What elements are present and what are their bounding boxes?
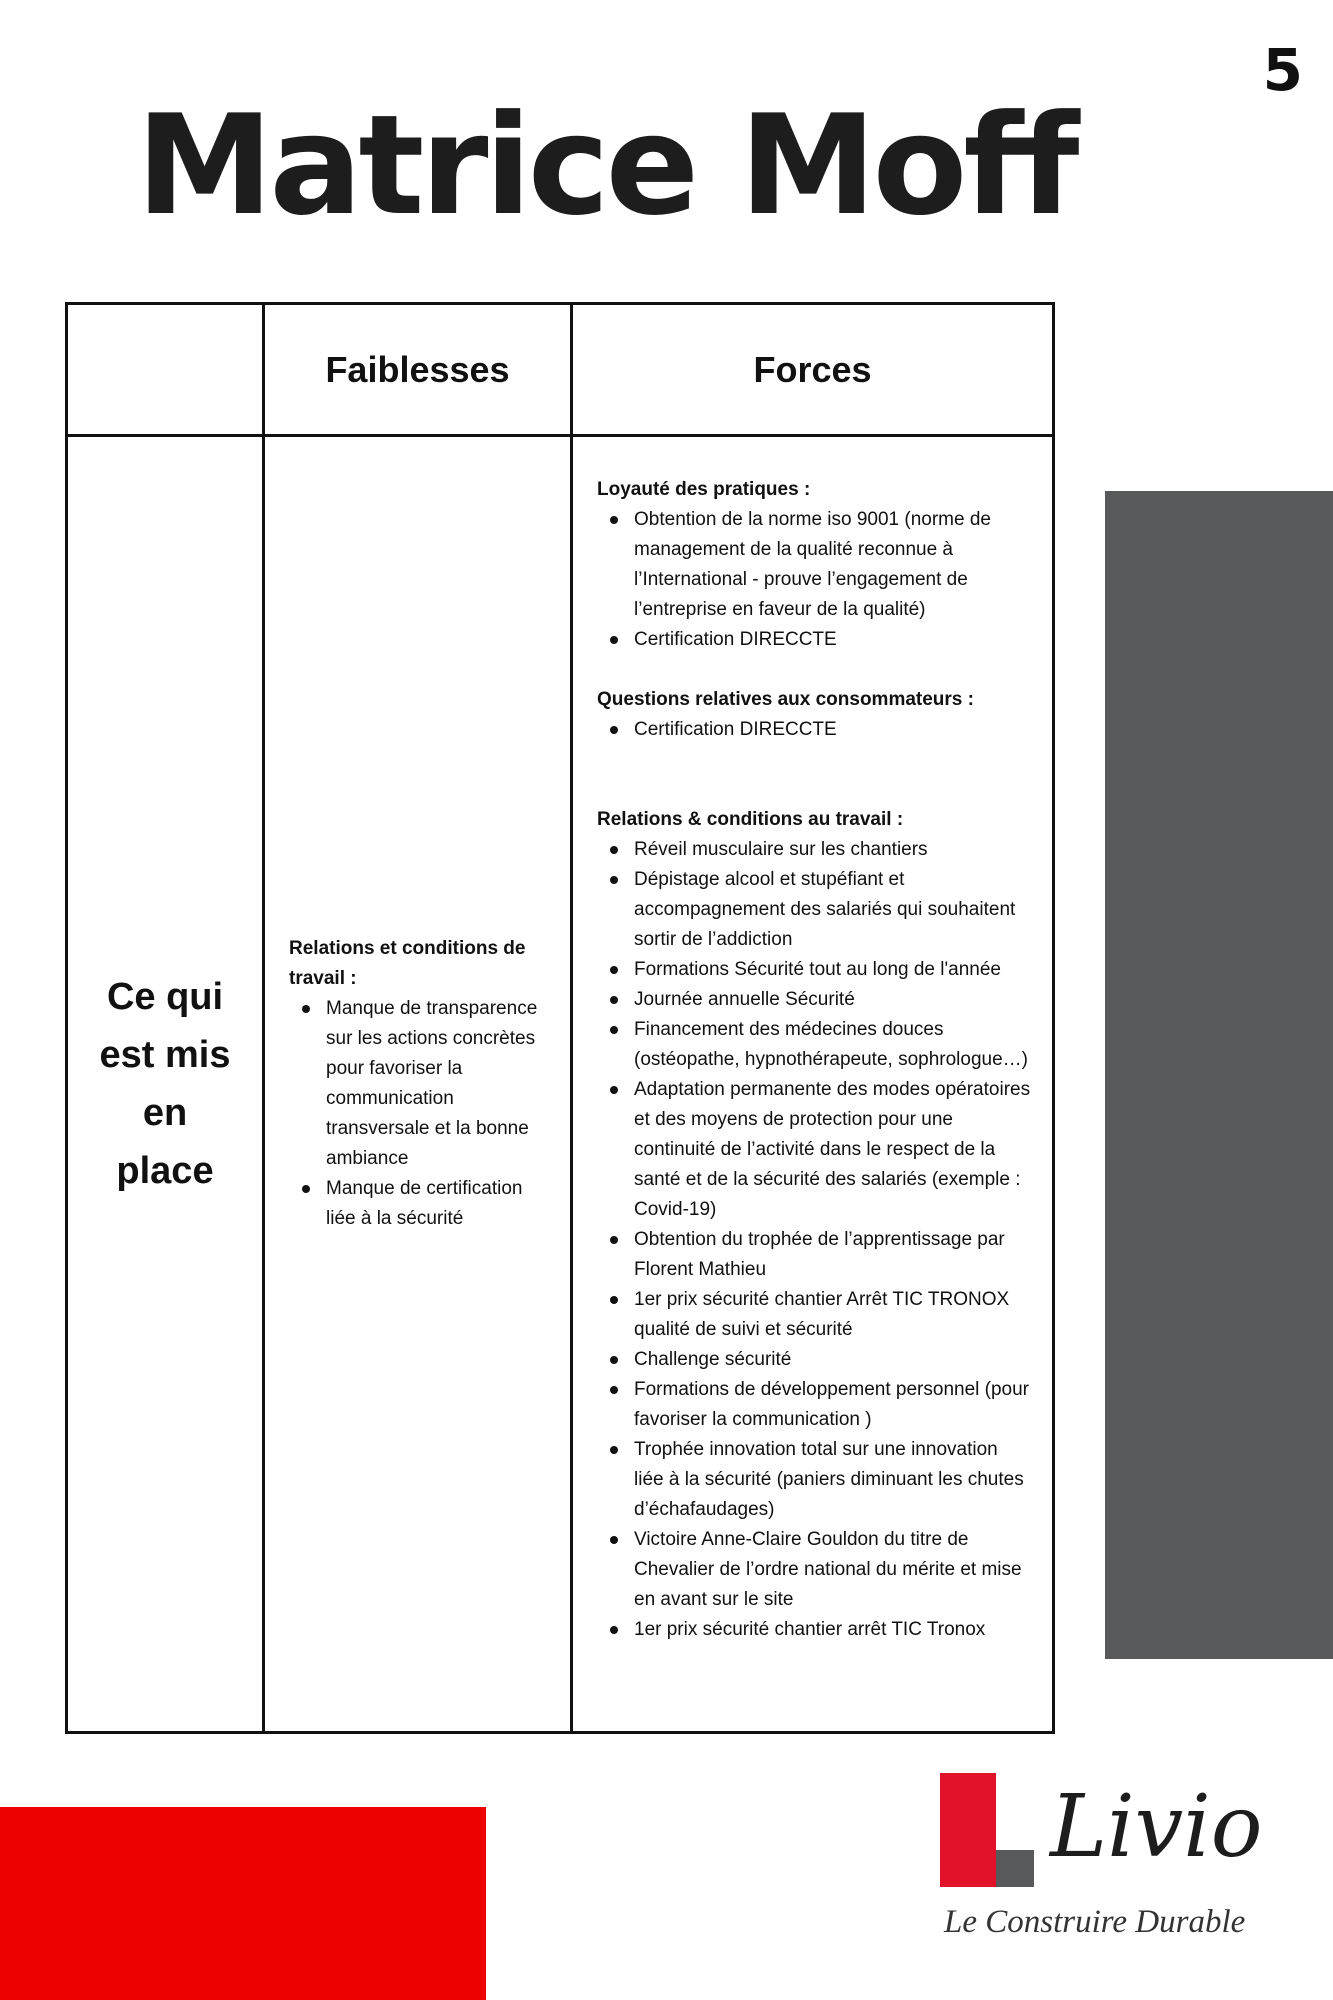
strength-section-loyalty	[597, 475, 1032, 655]
list-item: 1er prix sécurité chantier arrêt TIC Tronox	[634, 1615, 1032, 1645]
moff-matrix-table	[65, 302, 1055, 1734]
list-item: Trophée innovation total sur une innovation liée à la sécurité (paniers diminuant les chutes d’échafaudages)	[634, 1435, 1032, 1525]
row-label-text: Ce qui est mis en place	[99, 976, 231, 1192]
row-label	[68, 437, 265, 1731]
column-header-weaknesses: Faiblesses	[265, 305, 573, 437]
strengths-cell	[573, 437, 1052, 1731]
logo-red-block-icon	[940, 1773, 996, 1887]
list-item: Manque de certification liée à la sécurité	[326, 1174, 550, 1234]
weaknesses-cell	[265, 437, 573, 1731]
strength-section-title: Loyauté des pratiques :	[597, 479, 811, 500]
list-item: Challenge sécurité	[634, 1345, 1032, 1375]
list-item: Réveil musculaire sur les chantiers	[634, 835, 1032, 865]
list-item: Financement des médecines douces (ostéopathe, hypnothérapeute, sophrologue…)	[634, 1015, 1032, 1075]
list-item: Adaptation permanente des modes opératoires et des moyens de protection pour une continuité de l’activité dans le respect de la santé et de la sécurité des salariés (exemple : Covid-19)	[634, 1075, 1032, 1225]
list-item: Obtention de la norme iso 9001 (norme de management de la qualité reconnue à l’International - prouve l’engagement de l’entreprise en faveur de la qualité)	[634, 505, 1032, 625]
logo-gray-block-icon	[996, 1850, 1034, 1887]
strength-list	[597, 505, 1032, 655]
column-header-strengths: Forces	[573, 305, 1052, 437]
weakness-section-title: Relations et conditions de travail :	[289, 938, 526, 989]
list-item: 1er prix sécurité chantier Arrêt TIC TRONOX qualité de suivi et sécurité	[634, 1285, 1032, 1345]
logo-tagline: Le Construire Durable	[944, 1904, 1246, 1940]
page-number: 5	[1262, 36, 1303, 104]
strength-section-work-relations	[597, 805, 1032, 1645]
corner-cell	[68, 305, 265, 437]
list-item: Certification DIRECCTE	[634, 715, 1032, 745]
gray-decorative-bar	[1105, 491, 1333, 1659]
livio-logo	[930, 1770, 1290, 1950]
list-item: Journée annuelle Sécurité	[634, 985, 1032, 1015]
weakness-list	[289, 994, 550, 1234]
strength-section-title: Relations & conditions au travail :	[597, 809, 904, 830]
strength-list	[597, 715, 1032, 745]
strength-list	[597, 835, 1032, 1645]
list-item: Obtention du trophée de l’apprentissage par Florent Mathieu	[634, 1225, 1032, 1285]
list-item: Formations de développement personnel (pour favoriser la communication )	[634, 1375, 1032, 1435]
red-decorative-bar	[0, 1807, 486, 2000]
list-item: Formations Sécurité tout au long de l'année	[634, 955, 1032, 985]
strength-section-title: Questions relatives aux consommateurs :	[597, 689, 974, 710]
list-item: Dépistage alcool et stupéfiant et accompagnement des salariés qui souhaitent sortir de l’addiction	[634, 865, 1032, 955]
list-item: Manque de transparence sur les actions concrètes pour favoriser la communication transversale et la bonne ambiance	[326, 994, 550, 1174]
list-item: Certification DIRECCTE	[634, 625, 1032, 655]
logo-wordmark: Livio	[1050, 1777, 1263, 1877]
strength-section-consumers	[597, 685, 1032, 745]
page-title: Matrice Moff	[136, 85, 1076, 246]
list-item: Victoire Anne-Claire Gouldon du titre de Chevalier de l’ordre national du mérite et mise en avant sur le site	[634, 1525, 1032, 1615]
